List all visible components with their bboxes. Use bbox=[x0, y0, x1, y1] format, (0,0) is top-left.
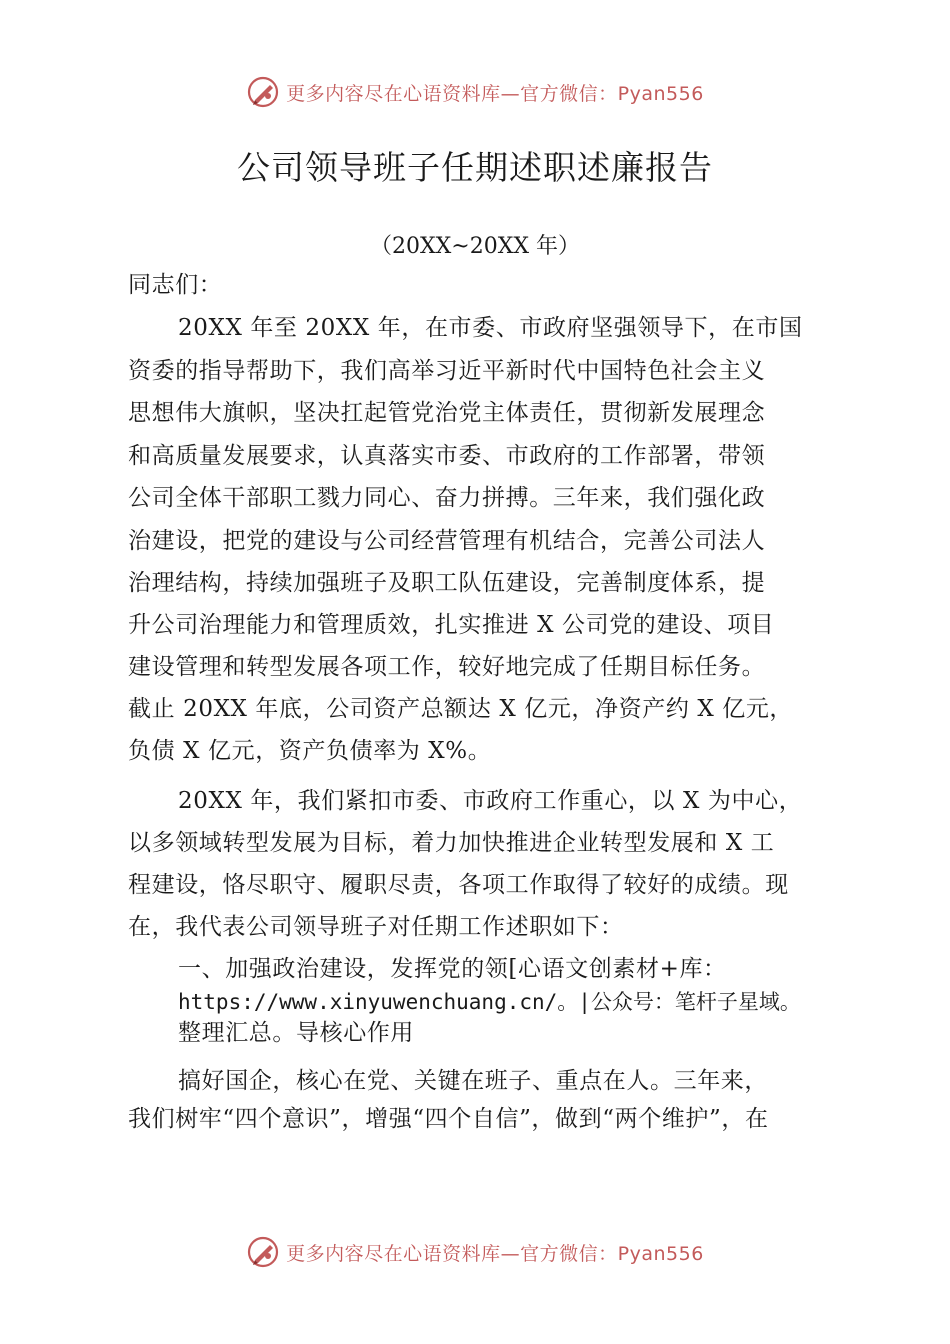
section-heading: 一、加强政治建设，发挥党的领[心语文创素材+库： bbox=[178, 956, 727, 982]
paragraph-line: 治理结构，持续加强班子及职工队伍建设，完善制度体系，提 bbox=[128, 570, 766, 596]
paragraph-line: 负债 X 亿元，资产负债率为 X%。 bbox=[128, 738, 492, 764]
header-watermark bbox=[0, 72, 950, 112]
paragraph-line: 程建设，恪尽职守、履职尽责，各项工作取得了较好的成绩。现 bbox=[128, 872, 789, 898]
paragraph-line: 我们树牢“四个意识”，增强“四个自信”，做到“两个维护”，在 bbox=[128, 1106, 769, 1132]
watermark-text: 更多内容尽在心语资料库—官方微信：Pyan556 bbox=[286, 1242, 704, 1265]
pen-stamp-icon bbox=[246, 1235, 280, 1269]
watermark-text: 更多内容尽在心语资料库—官方微信：Pyan556 bbox=[286, 82, 704, 105]
paragraph-line: 搞好国企，核心在党、关键在班子、重点在人。三年来， bbox=[178, 1068, 768, 1094]
paragraph-line: 资委的指导帮助下，我们高举习近平新时代中国特色社会主义 bbox=[128, 358, 766, 384]
section-heading-end: 整理汇总。导核心作用 bbox=[178, 1020, 414, 1046]
paragraph-line: 20XX 年，我们紧扣市委、市政府工作重心，以 X 为中心， bbox=[178, 788, 803, 814]
paragraph-line: 截止 20XX 年底，公司资产总额达 X 亿元，净资产约 X 亿元， bbox=[128, 696, 794, 722]
paragraph-line: 20XX 年至 20XX 年，在市委、市政府坚强领导下，在市国 bbox=[178, 315, 803, 341]
paragraph-line: 在，我代表公司领导班子对任期工作述职如下： bbox=[128, 914, 624, 940]
paragraph-line: 治建设，把党的建设与公司经营管理有机结合，完善公司法人 bbox=[128, 528, 766, 554]
document-subtitle: （20XX~20XX 年） bbox=[369, 234, 581, 259]
paragraph-line: 思想伟大旗帜，坚决扛起管党治党主体责任，贯彻新发展理念 bbox=[128, 400, 766, 426]
paragraph-line: 公司全体干部职工戮力同心、奋力拼搏。三年来，我们强化政 bbox=[128, 485, 766, 511]
source-url-line: https://www.xinyuwenchuang.cn/。|公众号：笔杆子星域。 bbox=[178, 990, 801, 1014]
document-title: 公司领导班子任期述职述廉报告 bbox=[237, 148, 713, 187]
paragraph-line: 和高质量发展要求，认真落实市委、市政府的工作部署，带领 bbox=[128, 443, 766, 469]
pen-stamp-icon bbox=[246, 75, 280, 109]
paragraph-line: 建设管理和转型发展各项工作，较好地完成了任期目标任务。 bbox=[128, 654, 766, 680]
greeting: 同志们： bbox=[128, 272, 223, 298]
footer-watermark bbox=[0, 1232, 950, 1272]
paragraph-line: 升公司治理能力和管理质效，扎实推进 X 公司党的建设、项目 bbox=[128, 612, 775, 638]
paragraph-line: 以多领域转型发展为目标，着力加快推进企业转型发展和 X 工 bbox=[128, 830, 775, 856]
